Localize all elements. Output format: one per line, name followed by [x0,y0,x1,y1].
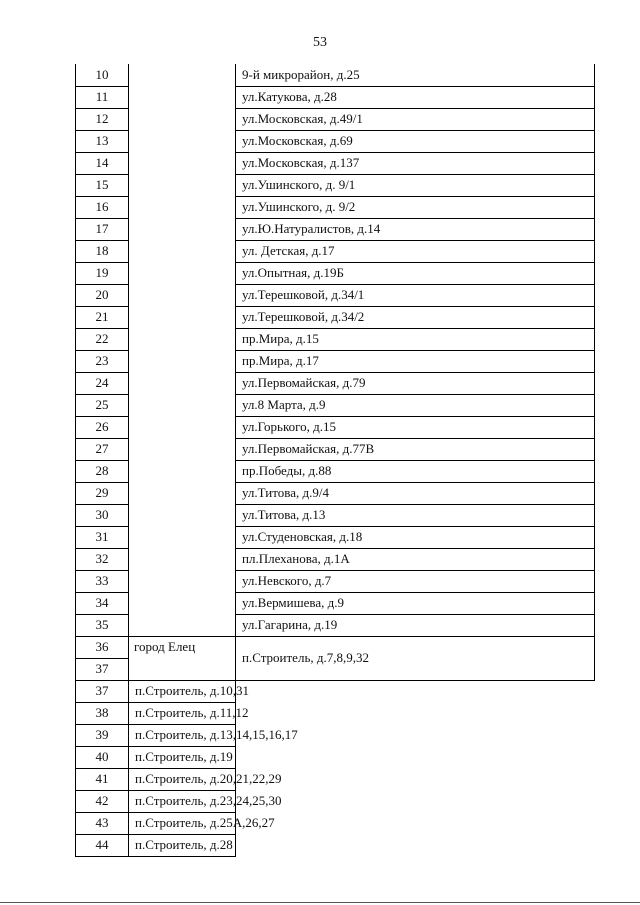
row-number: 41 [76,768,129,790]
row-number: 37 [76,680,129,702]
row-address: ул.Горького, д.15 [236,416,595,438]
table-row [76,702,595,724]
row-number: 10 [76,64,129,86]
row-number: 21 [76,306,129,328]
table-body-bottom [76,680,595,856]
row-number: 28 [76,460,129,482]
row-number: 20 [76,284,129,306]
row-address: пр.Мира, д.17 [236,350,595,372]
row-address: пр.Победы, д.88 [236,460,595,482]
city-cell: город Елец [129,636,236,680]
row-address: ул.Терешковой, д.34/2 [236,306,595,328]
row-address: ул.Катукова, д.28 [236,86,595,108]
table-row [76,834,595,856]
row-address: ул.Гагарина, д.19 [236,614,595,636]
row-number: 34 [76,592,129,614]
table-row [76,680,595,702]
row-address: п.Строитель, д.19 [129,746,236,768]
row-number: 12 [76,108,129,130]
row-address: ул.8 Марта, д.9 [236,394,595,416]
row-number: 27 [76,438,129,460]
row-address: ул.Титова, д.9/4 [236,482,595,504]
row-number: 40 [76,746,129,768]
row-address: пл.Плеханова, д.1А [236,548,595,570]
row-number: 29 [76,482,129,504]
row-address: п.Строитель, д.10,31 [129,680,236,702]
row-address: пр.Мира, д.15 [236,328,595,350]
row-address: ул.Ю.Натуралистов, д.14 [236,218,595,240]
row-number: 31 [76,526,129,548]
row-address: ул.Первомайская, д.77В [236,438,595,460]
row-number: 35 [76,614,129,636]
row-number: 25 [76,394,129,416]
row-number: 32 [76,548,129,570]
row-number: 23 [76,350,129,372]
table-body-merged [76,636,595,680]
row-address: ул.Московская, д.49/1 [236,108,595,130]
row-address: п.Строитель, д.20,21,22,29 [129,768,236,790]
row-number: 14 [76,152,129,174]
row-address: ул.Первомайская, д.79 [236,372,595,394]
row-address: ул.Терешковой, д.34/1 [236,284,595,306]
table-row [76,724,595,746]
table-row [76,768,595,790]
table-row [76,636,595,658]
row-address: ул.Студеновская, д.18 [236,526,595,548]
table-row [76,746,595,768]
row-number: 22 [76,328,129,350]
page-number: 53 [313,35,327,50]
row-address: ул.Невского, д.7 [236,570,595,592]
row-number: 44 [76,834,129,856]
table-body-top [76,64,595,636]
row-address: ул.Вермишева, д.9 [236,592,595,614]
row-number: 39 [76,724,129,746]
row-number: 38 [76,702,129,724]
address-table [75,64,595,857]
row-number: 13 [76,130,129,152]
row-address: п.Строитель, д.11,12 [129,702,236,724]
row-address: п.Строитель, д.28 [129,834,236,856]
row-number: 43 [76,812,129,834]
page-bottom-rule [0,902,640,903]
table-row [76,812,595,834]
row-address: п.Строитель, д.23,24,25,30 [129,790,236,812]
table-row [76,64,595,86]
row-number: 26 [76,416,129,438]
row-address: ул.Ушинского, д. 9/2 [236,196,595,218]
empty-locality-cell [129,64,236,636]
row-address: 9-й микрорайон, д.25 [236,64,595,86]
row-number: 17 [76,218,129,240]
row-number: 18 [76,240,129,262]
row-number: 30 [76,504,129,526]
row-number: 42 [76,790,129,812]
row-address: ул.Титова, д.13 [236,504,595,526]
row-address: п.Строитель, д.25А,26,27 [129,812,236,834]
row-number: 19 [76,262,129,284]
row-address: ул. Детская, д.17 [236,240,595,262]
row-address: п.Строитель, д.7,8,9,32 [236,636,595,680]
row-address: ул.Ушинского, д. 9/1 [236,174,595,196]
row-address: ул.Московская, д.137 [236,152,595,174]
row-address: п.Строитель, д.13,14,15,16,17 [129,724,236,746]
row-address: ул.Опытная, д.19Б [236,262,595,284]
row-address: ул.Московская, д.69 [236,130,595,152]
table-row [76,790,595,812]
row-number: 11 [76,86,129,108]
row-number: 36 [76,636,129,658]
row-number: 15 [76,174,129,196]
row-number: 37 [76,658,129,680]
row-number: 24 [76,372,129,394]
row-number: 33 [76,570,129,592]
row-number: 16 [76,196,129,218]
